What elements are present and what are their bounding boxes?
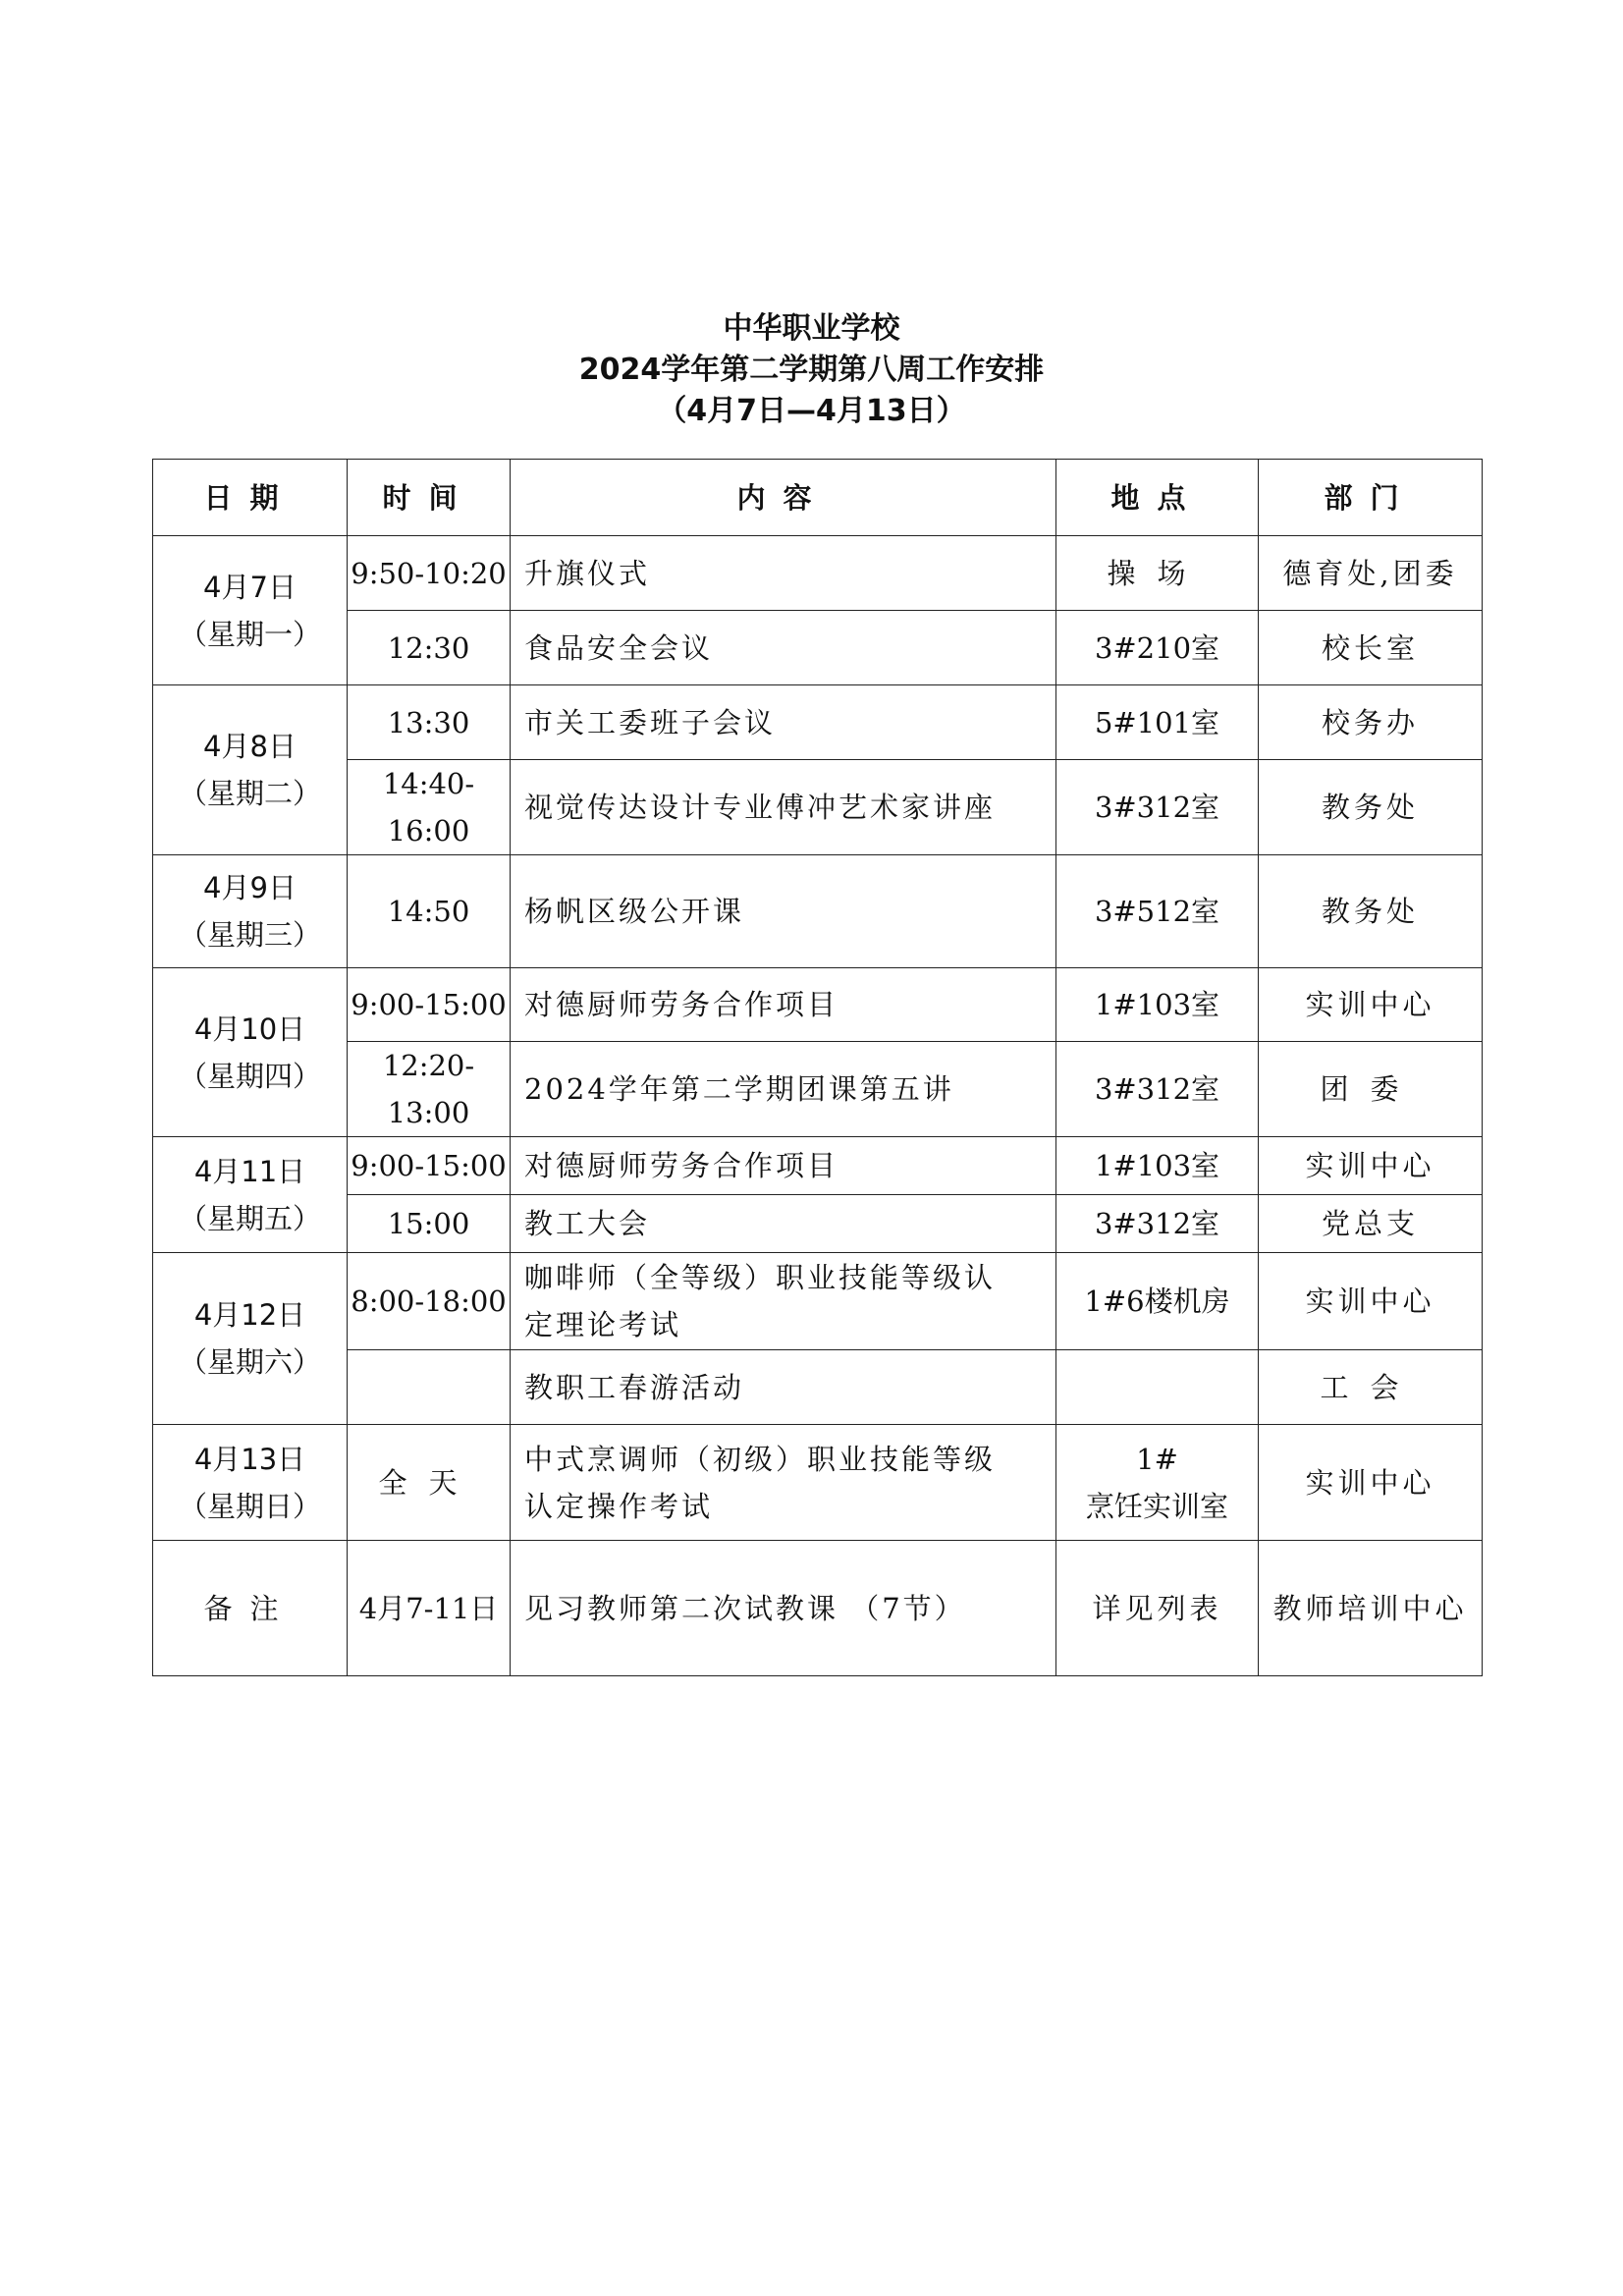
schedule-table [152,459,1483,1676]
school-name: 中华职业学校 [723,311,900,346]
content-cell: 教职工春游活动 [511,1350,1056,1425]
dept-cell: 校务办 [1259,685,1483,760]
content-cell: 对德厨师劳务合作项目 [511,1137,1056,1195]
time-cell [348,1350,511,1425]
dept-cell: 教务处 [1259,760,1483,855]
weekday-label: （星期日） [178,1489,321,1523]
document-header [0,308,1623,432]
note-row [153,1541,1483,1676]
table-row [153,1350,1483,1425]
place-cell: 1#103室 [1056,968,1259,1042]
place-cell: 1#6楼机房 [1056,1253,1259,1350]
place-cell [1056,1425,1259,1541]
content-line: 定理论考试 [524,1308,682,1341]
weekday-label: （星期二） [178,777,321,810]
content-line: 认定操作考试 [524,1489,714,1523]
column-header-date: 日期 [153,460,348,536]
table-row [153,855,1483,968]
content-cell: 2024学年第二学期团课第五讲 [511,1042,1056,1137]
table-row [153,968,1483,1042]
content-cell: 食品安全会议 [511,611,1056,685]
note-label: 备注 [153,1541,348,1676]
place-cell: 3#312室 [1056,1042,1259,1137]
time-cell: 9:50-10:20 [348,536,511,611]
time-cell: 13:30 [348,685,511,760]
weekday-label: （星期六） [178,1345,321,1379]
content-line: 中式烹调师（初级）职业技能等级 [524,1442,997,1476]
column-header-dept: 部门 [1259,460,1483,536]
place-cell: 操场 [1056,536,1259,611]
date-label: 4月9日 [203,871,297,904]
place-line: 烹饪实训室 [1085,1489,1228,1523]
table-row [153,1137,1483,1195]
note-place: 详见列表 [1056,1541,1259,1676]
table-row [153,1253,1483,1350]
content-line: 咖啡师（全等级）职业技能等级认 [524,1261,997,1294]
content-cell: 杨帆区级公开课 [511,855,1056,968]
date-range: （4月7日—4月13日） [657,394,966,428]
dept-cell: 实训中心 [1259,1425,1483,1541]
date-label: 4月10日 [193,1011,306,1046]
dept-cell: 实训中心 [1259,1137,1483,1195]
dept-cell: 校长室 [1259,611,1483,685]
date-label: 4月8日 [203,730,297,763]
date-cell [153,1425,348,1541]
dept-cell: 党总支 [1259,1195,1483,1253]
content-cell [511,1253,1056,1350]
place-cell [1056,1350,1259,1425]
time-cell: 12:20-13:00 [348,1042,511,1137]
content-cell: 视觉传达设计专业傅冲艺术家讲座 [511,760,1056,855]
dept-cell: 工会 [1259,1350,1483,1425]
place-cell: 5#101室 [1056,685,1259,760]
weekday-label: （星期四） [178,1059,321,1093]
time-cell: 9:00-15:00 [348,1137,511,1195]
time-cell: 12:30 [348,611,511,685]
table-row [153,611,1483,685]
content-cell: 升旗仪式 [511,536,1056,611]
time-cell: 8:00-18:00 [348,1253,511,1350]
time-cell: 全天 [348,1425,511,1541]
place-cell: 3#312室 [1056,1195,1259,1253]
place-cell: 1#103室 [1056,1137,1259,1195]
date-cell [153,536,348,685]
date-cell [153,1137,348,1253]
column-header-place: 地点 [1056,460,1259,536]
place-cell: 3#312室 [1056,760,1259,855]
place-cell: 3#210室 [1056,611,1259,685]
weekday-label: （星期三） [178,918,321,952]
content-cell: 市关工委班子会议 [511,685,1056,760]
date-label: 4月11日 [193,1154,306,1188]
time-cell: 15:00 [348,1195,511,1253]
table-row [153,536,1483,611]
note-content: 见习教师第二次试教课 （7节） [511,1541,1056,1676]
date-cell [153,685,348,855]
place-cell: 3#512室 [1056,855,1259,968]
weekday-label: （星期五） [178,1201,321,1235]
table-row [153,760,1483,855]
document-title: 2024学年第二学期第八周工作安排 [578,353,1045,387]
date-cell [153,855,348,968]
dept-cell: 实训中心 [1259,1253,1483,1350]
table-header-row [153,460,1483,536]
dept-cell: 德育处,团委 [1259,536,1483,611]
note-dept: 教师培训中心 [1259,1541,1483,1676]
table-row [153,685,1483,760]
table-row [153,1195,1483,1253]
table-row [153,1425,1483,1541]
column-header-time: 时间 [348,460,511,536]
time-cell: 14:50 [348,855,511,968]
content-cell [511,1425,1056,1541]
dept-cell: 团委 [1259,1042,1483,1137]
time-cell: 14:40-16:00 [348,760,511,855]
date-label: 4月12日 [193,1298,306,1332]
place-line: 1# [1136,1442,1178,1476]
date-cell [153,968,348,1137]
column-header-content: 内容 [511,460,1056,536]
date-cell [153,1253,348,1425]
dept-cell: 实训中心 [1259,968,1483,1042]
content-cell: 教工大会 [511,1195,1056,1253]
table-row [153,1042,1483,1137]
date-label: 4月7日 [203,570,297,604]
date-label: 4月13日 [193,1442,306,1476]
weekday-label: （星期一） [178,617,321,651]
dept-cell: 教务处 [1259,855,1483,968]
time-cell: 9:00-15:00 [348,968,511,1042]
note-time: 4月7-11日 [348,1541,511,1676]
content-cell: 对德厨师劳务合作项目 [511,968,1056,1042]
